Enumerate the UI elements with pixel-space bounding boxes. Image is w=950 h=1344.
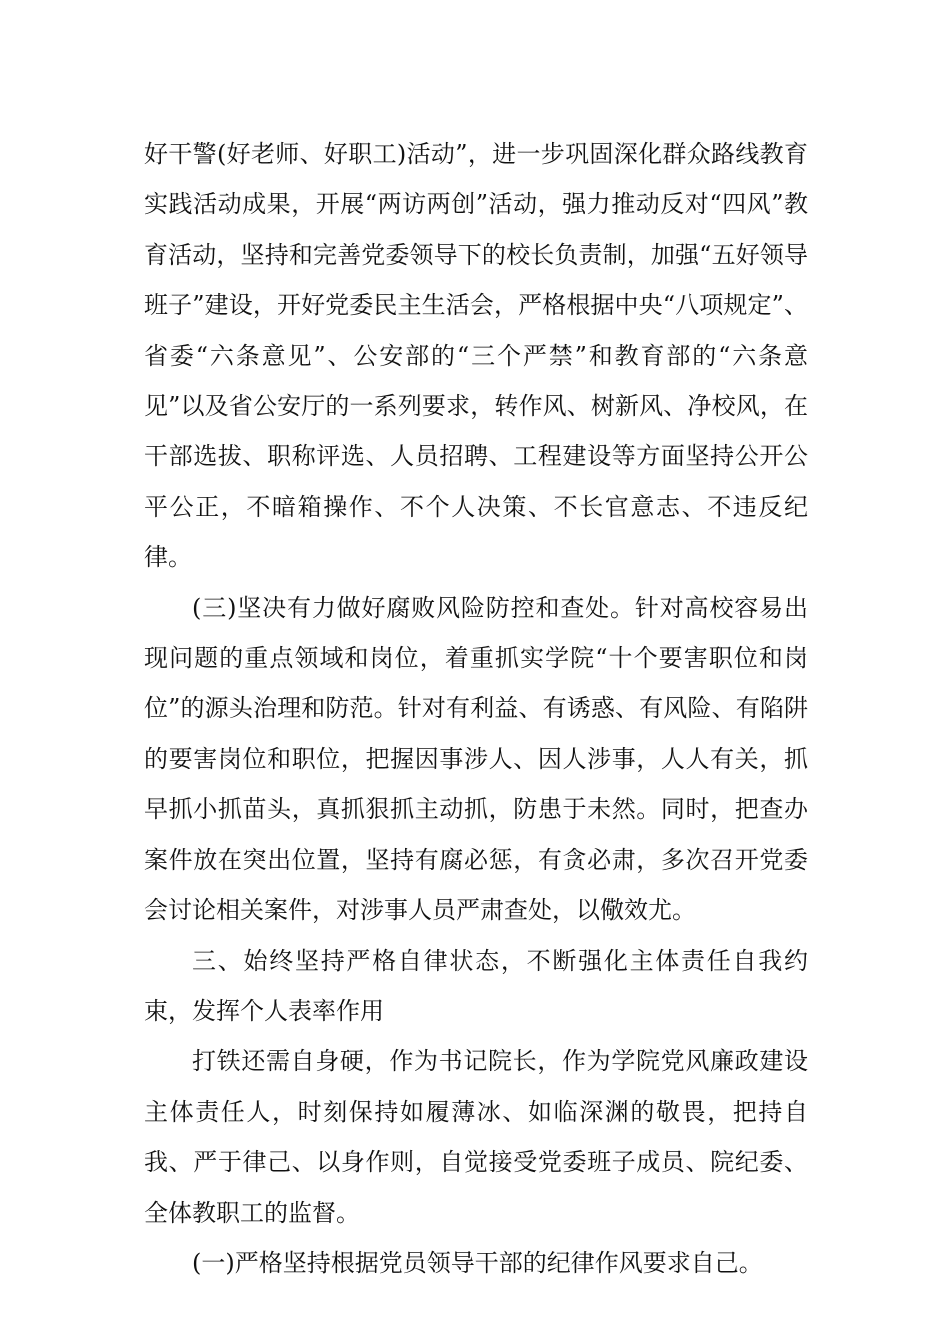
document-body — [144, 129, 808, 1288]
subheading-one: (一)严格坚持根据党员领导干部的纪律作风要求自己。 — [192, 1248, 763, 1277]
paragraph-continuation: 好干警(好老师、好职工)活动”，进一步巩固深化群众路线教育实践活动成果，开展“两访两创”活动，强力推动反对“四风”教育活动，坚持和完善党委领导下的校长负责制，加强“五好领导班子”建设，开好党委民主生活会，严格根据中央“八项规定”、省委“六条意见”、公安部的“三个严禁”和教育部的“六条意见”以及省公安厅的一系列要求，转作风、树新风、净校风，在干部选拔、职称评选、人员招聘、工程建设等方面坚持公开公平公正，不暗箱操作、不个人决策、不长官意志、不违反纪律。 — [144, 140, 808, 572]
paragraph-self-discipline: 打铁还需自身硬，作为书记院长，作为学院党风廉政建设主体责任人，时刻保持如履薄冰、如临深渊的敬畏，把持自我、严于律己、以身作则，自觉接受党委班子成员、院纪委、全体教职工的监督。 — [144, 1047, 808, 1227]
heading-part-three: 三、始终坚持严格自律状态，不断强化主体责任自我约束，发挥个人表率作用 — [144, 946, 808, 1025]
paragraph-section-three: (三)坚决有力做好腐败风险防控和查处。针对高校容易出现问题的重点领域和岗位，着重抓实学院“十个要害职位和岗位”的源头治理和防范。针对有利益、有诱惑、有风险、有陷阱的要害岗位和职位，把握因事涉人、因人涉事，人人有关，抓早抓小抓苗头，真抓狠抓主动抓，防患于未然。同时，把查办案件放在突出位置，坚持有腐必惩，有贪必肃，多次召开党委会讨论相关案件，对涉事人员严肃查处，以儆效尤。 — [144, 593, 808, 925]
